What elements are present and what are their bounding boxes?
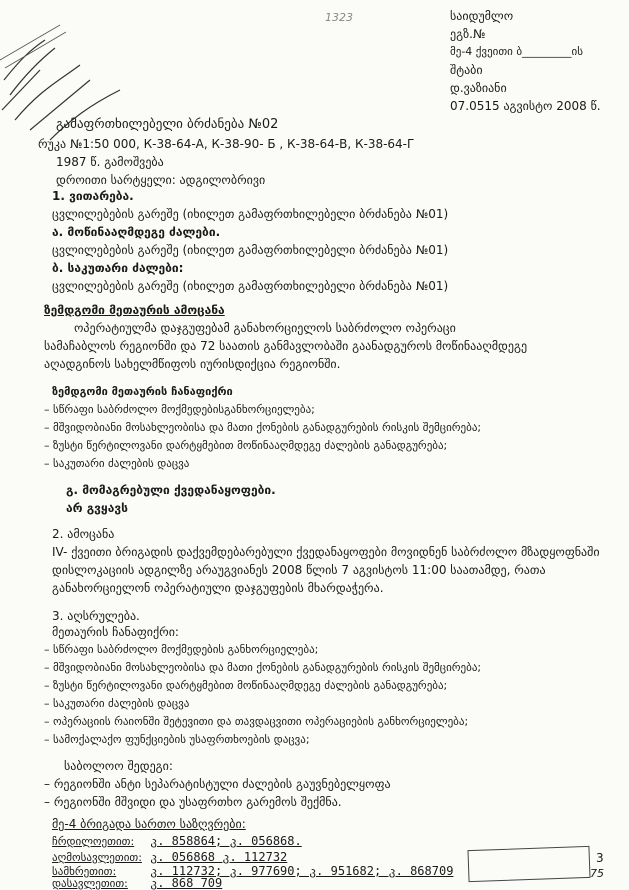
header-classification: საიდუმლო (450, 9, 514, 23)
execution-item: – სწრაფი საბრძოლო მოქმედების განხორციელება; (44, 643, 319, 656)
map-year: 1987 წ. გამოშვება (56, 155, 164, 169)
time-zone: დროითი სარტყელი: ადგილობრივი (56, 173, 266, 187)
intent-item: – ზუსტი წერტილოვანი დარტყმებით მოწინააღმდეგე ძალების განადგურება; (44, 439, 448, 452)
registration-stamp (467, 846, 590, 882)
boundary-label: ჩრდილოეთით: (52, 835, 135, 848)
boundaries-title: მე-4 ბრიგადა სართო საზღვრები: (52, 817, 246, 831)
section-2-line-1: IV- ქვეითი ბრიგადის დაქვემდებარებული ქვედანაყოფები მოვიდნენ საბრძოლო მზადყოფნაში (52, 545, 600, 559)
boundary-value: კ. 056868 კ. 112732 (150, 850, 288, 864)
stamp-number: 3 (596, 851, 604, 865)
boundary-label: სამხრეთით: (52, 865, 117, 878)
section-a-text: ცვლილებების გარეშე (იხილეთ გამაფრთხილებელი ბრძანება №01) (52, 243, 449, 257)
mission-line-1: ოპერატიულმა დაჯგუფებამ განახორციელოს საბრძოლო ოპერაცი (74, 321, 456, 335)
map-reference: რუკა №1:50 000, К-38-64-А, К-38-90- Б , К-38-64-В, К-38-64-Г (38, 137, 415, 151)
section-a-heading: ა. მოწინააღმდეგე ძალები. (52, 225, 221, 239)
section-b-heading: ბ. საკუთარი ძალები: (52, 261, 184, 275)
mission-heading: ზემდგომი მეთაურის ამოცანა (44, 303, 225, 317)
section-2-line-3: განახორციელონ ოპერატიული დაჯგუფების მხარდაჭერა. (52, 581, 384, 595)
end-state-item: – რეგიონში მშვიდი და უსაფრთხო გარემოს შექმნა. (44, 795, 342, 809)
section-c-heading: გ. მომაგრებული ქვედანაყოფები. (66, 483, 276, 497)
header-location: დ.ვაზიანი (450, 81, 507, 95)
execution-item: – ოპერაციის რაიონში შეტევითი და თავდაცვითი ოპერაციების განხორციელება; (44, 715, 469, 728)
header-copy-number: ეგზ.№ (450, 27, 486, 41)
header-date: 07.0515 აგვისტო 2008 წ. (450, 99, 601, 113)
mission-line-3: აღადგინოს სახელმწიფოს იურისდიქცია რეგიონში. (44, 357, 341, 371)
intent-item: – საკუთარი ძალების დაცვა (44, 457, 190, 470)
boundary-label: დასავლეთით: (52, 877, 128, 890)
execution-item: – მშვიდობიანი მოსახლეობისა და მათი ქონების განადგურების რისკის შემცირება; (44, 661, 482, 674)
boundary-value: კ. 858864; კ. 056868. (150, 834, 302, 848)
boundary-value: კ. 868 709 (150, 876, 223, 890)
execution-item: – ზუსტი წერტილოვანი დარტყმებით მოწინააღმდეგე ძალების განადგურება; (44, 679, 448, 692)
header-unit: მე-4 ქვეითი ბ_________ის (450, 45, 583, 58)
execution-item: – საკუთარი ძალების დაცვა (44, 697, 190, 710)
execution-item: – სამოქალაქო ფუნქციების უსაფრთხოების დაცვა; (44, 733, 310, 746)
section-b-text: ცვლილებების გარეშე (იხილეთ გამაფრთხილებელი ბრძანება №01) (52, 279, 449, 293)
section-2-heading: 2. ამოცანა (52, 527, 115, 541)
section-1-text: ცვლილებების გარეშე (იხილეთ გამაფრთხილებელი ბრძანება №01) (52, 207, 449, 221)
end-state-item: – რეგიონში ანტი სეპარატისტული ძალების გაუვნებელყოფა (44, 777, 391, 791)
section-3-subheading: მეთაურის ჩანაფიქრი: (52, 625, 179, 639)
intent-item: – სწრაფი საბრძოლო მოქმედებისგანხორციელება; (44, 403, 315, 416)
handwritten-scribble: 1323 (325, 11, 353, 24)
intent-heading: ზემდგომი მეთაურის ჩანაფიქრი (52, 385, 233, 398)
section-c-text: არ გვყავს (66, 501, 128, 515)
intent-item: – მშვიდობიანი მოსახლეობისა და მათი ქონების განადგურების რისკის შემცირება; (44, 421, 482, 434)
section-1-heading: 1. ვითარება. (52, 189, 134, 203)
section-2-line-2: დისლოკაციის ადგილზე არაუგვიანეს 2008 წლის 7 აგვისტოს 11:00 საათამდე, რათა (52, 563, 546, 577)
section-3-heading: 3. აღსრულება. (52, 609, 140, 623)
document-title: გამაფრთხილებელი ბრძანება №02 (56, 117, 279, 132)
end-state-heading: საბოლოო შედეგი: (64, 759, 173, 773)
stamp-mark: 75 (590, 867, 604, 880)
header-hq: შტაბი (450, 63, 483, 77)
mission-line-2: სამაჩაბლოს რეგიონში და 72 საათის განმავლობაში გაანადგუროს მოწინააღმდეგე (44, 339, 528, 353)
boundary-value: კ. 112732; კ. 977690; კ. 951682; კ. 868709 (150, 864, 454, 878)
boundary-label: აღმოსავლეთით: (52, 851, 142, 864)
